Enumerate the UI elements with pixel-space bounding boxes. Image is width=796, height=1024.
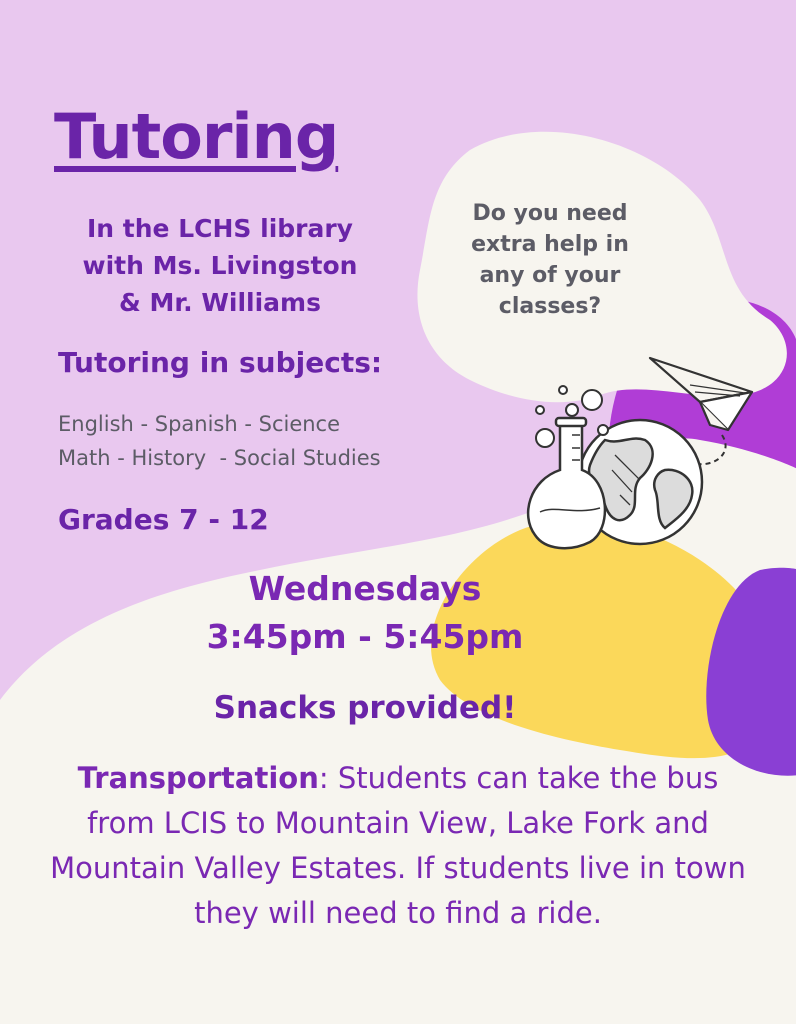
transportation-text: : Students can take the bus from LCIS to Mountain View, Lake Fork and Mountain Valley Estates. If students live in town they will need to find a ride. (50, 761, 746, 930)
subjects-list (58, 407, 381, 475)
transportation-info (44, 756, 752, 936)
schedule-day: Wednesdays (248, 569, 482, 608)
transportation-lead: Transportation (77, 761, 319, 795)
subjects-line: Math - History - Social Studies (58, 446, 381, 470)
bubble-line: extra help in (471, 232, 629, 257)
schedule-time: 3:45pm - 5:45pm (206, 617, 524, 656)
location-info (40, 210, 400, 321)
bubble-line: classes? (498, 294, 602, 319)
speech-bubble-text (450, 198, 650, 322)
bubble-line: Do you need (472, 201, 628, 226)
page-title: Tutoring (54, 100, 339, 173)
location-line: & Mr. Williams (118, 288, 321, 317)
snacks-note: Snacks provided! (213, 690, 517, 726)
grades-label: Grades 7 - 12 (58, 503, 269, 536)
subjects-heading: Tutoring in subjects: (58, 346, 383, 379)
location-line: In the LCHS library (87, 214, 353, 243)
bubble-line: any of your (479, 263, 621, 288)
location-line: with Ms. Livingston (82, 251, 358, 280)
subjects-line: English - Spanish - Science (58, 412, 341, 436)
schedule (150, 565, 580, 661)
